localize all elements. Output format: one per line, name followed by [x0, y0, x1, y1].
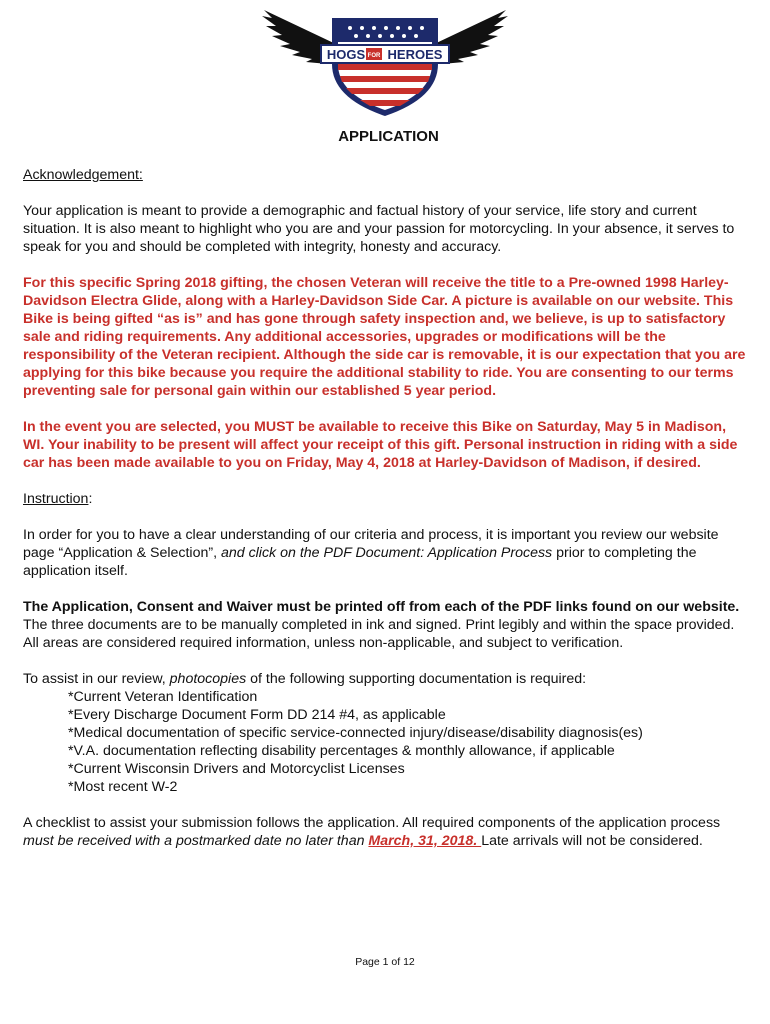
documentation-intro: To assist in our review, photocopies of the following supporting documentation is required: — [23, 671, 587, 687]
svg-text:HEROES: HEROES — [387, 47, 443, 62]
list-item: *Every Discharge Document Form DD 214 #4, as applicable — [68, 707, 446, 723]
hogs-for-heroes-logo — [262, 6, 508, 118]
list-item: *Medical documentation of specific service-connected injury/disease/disability diagnosis(es) — [68, 725, 643, 741]
list-item: *Current Wisconsin Drivers and Motorcyclist Licenses — [68, 761, 405, 777]
acknowledgement-text: Your application is meant to provide a demographic and factual history of your service, life story and current situation. It is also meant to highlight who you are and your passion for motorcycling. In your absence, it serves to speak for you and should be completed with integrity, honesty and accuracy. — [23, 203, 735, 255]
page-number: Page 1 of 12 — [355, 956, 415, 968]
document-body — [23, 128, 748, 850]
checklist-paragraph: A checklist to assist your submission follows the application. All required components of the application process must be received with a postmarked date no later than March, 31, 2018. Late arrivals will not be considered. — [23, 815, 721, 849]
list-item: *Most recent W-2 — [68, 779, 178, 795]
documentation-list — [23, 688, 748, 796]
list-item: *V.A. documentation reflecting disability percentages & monthly allowance, if applicable — [68, 743, 615, 759]
list-item: *Current Veteran Identification — [68, 689, 258, 705]
waiver-paragraph: The Application, Consent and Waiver must be printed off from each of the PDF links found on our website. The three documents are to be manually completed in ink and signed. Print legibly and within the space provided. All areas are considered required information, unless non-applicable, and subject to verification. — [23, 599, 740, 651]
deadline-date: March, 31, 2018. — [368, 833, 482, 849]
svg-text:HOGS: HOGS — [326, 47, 366, 62]
page-title: APPLICATION — [338, 128, 439, 145]
instruction-text: In order for you to have a clear understanding of our criteria and process, it is important you review our website page “Application & Selection”, and click on the PDF Document: Application Process prior to completing the application itself. — [23, 527, 719, 579]
availability-paragraph: In the event you are selected, you MUST be available to receive this Bike on Saturday, May 5 in Madison, WI. Your inability to be present will affect your receipt of this gift. Personal instruction in riding with a side car has been made available to you on Friday, May 4, 2018 at Harley-Davidson of Madison, if desired. — [23, 419, 738, 471]
acknowledgement-heading: Acknowledgement: — [23, 167, 143, 183]
gifting-terms-paragraph: For this specific Spring 2018 gifting, the chosen Veteran will receive the title to a Pre-owned 1998 Harley-Davidson Electra Glide, along with a Harley-Davidson Side Car. A picture is available on our website. This Bike is being gifted “as is” and has gone through safety inspection and, we believe, is up to satisfactory sale and riding requirements. Any additional accessories, upgrades or modifications will be the responsibility of the Veteran recipient. Although the side car is removable, it is our expectation that you are applying for this bike because you require the additional stability to ride. You are consenting to our terms preventing sale for personal gain within our established 5 year period. — [23, 275, 746, 399]
svg-text:FOR: FOR — [367, 53, 381, 59]
instruction-heading: Instruction: — [23, 491, 93, 507]
